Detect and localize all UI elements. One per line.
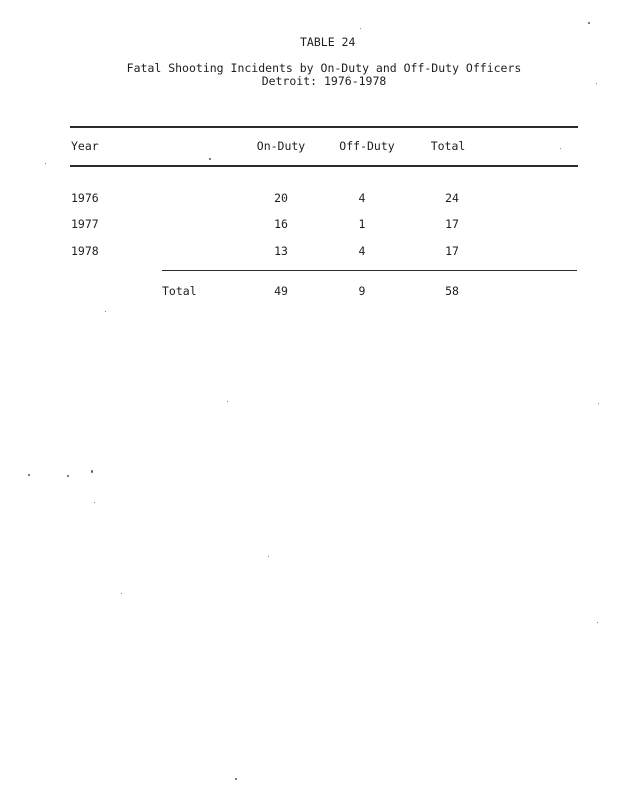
scan-speck	[235, 778, 237, 780]
scan-speck	[45, 163, 46, 164]
scan-speck	[28, 474, 30, 476]
scan-speck	[227, 401, 228, 402]
total-row-label: Total	[162, 284, 197, 298]
scan-speck	[588, 22, 590, 24]
table-row-on-duty: 16	[274, 217, 288, 231]
table-row-total: 24	[445, 191, 459, 205]
total-row-total: 58	[445, 284, 459, 298]
scan-speck	[360, 28, 361, 29]
total-row-on-duty: 49	[274, 284, 288, 298]
scan-speck	[94, 502, 95, 503]
scan-speck	[268, 556, 269, 557]
table-title: Fatal Shooting Incidents by On-Duty and Off-Duty Officers	[126, 61, 522, 75]
table-row-on-duty: 13	[274, 244, 288, 258]
total-rule	[162, 270, 577, 271]
column-header-on-duty: On-Duty	[256, 139, 306, 153]
column-header-total: Total	[430, 139, 466, 153]
table-row-year: 1976	[71, 191, 99, 205]
table-row-on-duty: 20	[274, 191, 288, 205]
scan-speck	[91, 470, 93, 473]
table-row-off-duty: 4	[358, 244, 366, 258]
table-row-off-duty: 1	[358, 217, 366, 231]
scan-speck	[121, 593, 122, 594]
table-row-year: 1978	[71, 244, 99, 258]
scan-speck	[209, 158, 211, 160]
table-subtitle: Detroit: 1976-1978	[261, 74, 387, 88]
table-row-total: 17	[445, 244, 459, 258]
table-row-off-duty: 4	[358, 191, 366, 205]
scan-speck	[67, 475, 69, 477]
total-row-off-duty: 9	[358, 284, 366, 298]
scan-speck	[597, 622, 598, 623]
column-header-year: Year	[71, 139, 99, 153]
table-number: TABLE 24	[300, 35, 356, 49]
table-row-year: 1977	[71, 217, 99, 231]
scan-speck	[560, 148, 561, 149]
header-bottom-rule	[70, 165, 578, 167]
table-top-rule	[70, 126, 578, 128]
scan-speck	[105, 311, 106, 312]
scan-speck	[596, 83, 597, 84]
column-header-off-duty: Off-Duty	[339, 139, 395, 153]
scan-speck	[598, 403, 599, 404]
table-row-total: 17	[445, 217, 459, 231]
